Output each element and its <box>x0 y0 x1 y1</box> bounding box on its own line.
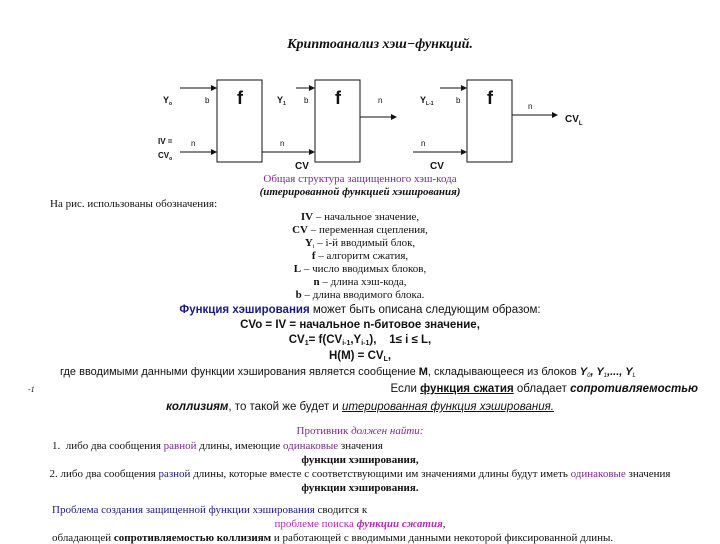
equation-3 <box>0 351 720 363</box>
legend-desc: – i-й вводимый блок, <box>314 237 416 249</box>
label-n: n <box>280 139 285 148</box>
paragraph-collision-cont <box>0 402 720 414</box>
label-y0: Y <box>163 95 170 105</box>
term-hash-function: Функция хэширования <box>179 304 310 316</box>
legend-term: L <box>293 263 302 275</box>
legend-item <box>0 277 720 288</box>
paragraph-message <box>60 367 685 378</box>
label-cvl-sub: L <box>578 121 583 127</box>
text: должен найти: <box>351 425 424 437</box>
problem-statement-2 <box>0 519 720 530</box>
label-b: b <box>304 96 309 105</box>
label-n: n <box>378 96 383 105</box>
text: , складывающееся из блоков <box>427 366 580 378</box>
equation-1: CVo = IV = начальное n-битовое значение, <box>240 319 480 331</box>
svg-text:CVo <box>158 151 172 162</box>
text: сводится к <box>314 504 368 516</box>
text: одинаковые <box>282 440 339 452</box>
text: 0 <box>587 372 591 379</box>
legend-term: f <box>311 250 316 262</box>
label-iv: IV = <box>158 137 173 146</box>
legend-desc: – длина вводимого блока. <box>301 289 425 301</box>
label-cv: CV <box>430 161 444 172</box>
legend-desc: – переменная сцепления, <box>307 224 428 236</box>
text: длины, которые вместе с соответствующими им значениями длины будут иметь <box>190 468 571 480</box>
label-cv0-sub: o <box>169 156 173 162</box>
hash-structure-diagram <box>0 0 720 172</box>
text: 2. либо два сообщения <box>49 468 159 480</box>
text: функция сжатия <box>420 383 514 395</box>
legend-desc: – число вводимых блоков, <box>301 263 427 275</box>
label-n: n <box>528 102 533 111</box>
text: Если <box>390 383 421 395</box>
diagram-caption: Общая структура защищенного хэш-кода <box>263 173 457 185</box>
eq-sub: L <box>383 356 388 364</box>
text: 1 <box>603 372 608 379</box>
eq-sub: i-1 <box>361 340 370 348</box>
eq-part: ,Y <box>350 334 362 346</box>
legend-term: CV <box>292 224 308 236</box>
text: функции сжатия <box>356 518 443 530</box>
text: M <box>418 366 428 378</box>
label-n: n <box>421 139 426 148</box>
legend-item <box>0 225 720 236</box>
legend-item <box>0 290 720 301</box>
legend-desc: – длина хэш-кода, <box>319 276 407 288</box>
legend-desc: – начальное значение, <box>313 211 420 223</box>
label-b: b <box>205 96 210 105</box>
eq-sub: i-1 <box>342 340 351 348</box>
hash-definition <box>0 305 720 317</box>
eq-sub: 1 <box>304 340 309 348</box>
text: коллизиям <box>166 401 229 413</box>
label-y1: Y <box>277 95 284 105</box>
text: значения <box>338 440 383 452</box>
block-label: f <box>487 88 493 108</box>
legend-term: n <box>313 276 320 288</box>
paragraph-collision <box>0 384 698 396</box>
eq-part: ), 1≤ i ≤ L, <box>369 334 432 346</box>
adversary-item-1 <box>52 441 383 452</box>
svg-text:Yo <box>163 95 172 107</box>
eq-part: H(M) = CV <box>328 350 384 362</box>
label-cv0: CV <box>158 151 170 160</box>
text: обладающей <box>52 532 114 544</box>
text: обладает <box>513 383 571 395</box>
legend-item <box>0 264 720 275</box>
text: сопротивляемостью <box>570 383 698 395</box>
text: , <box>442 518 446 530</box>
text: равной <box>163 440 197 452</box>
legend-term: Y <box>304 237 313 249</box>
label-cv: CV <box>295 161 309 172</box>
text: одинаковые <box>570 468 626 480</box>
text: где вводимыми данными функции хэширования является сообщение <box>60 366 419 378</box>
adversary-item-2-cont: функции хэширования. <box>301 482 419 494</box>
text: значения <box>625 468 671 480</box>
legend-item <box>0 251 720 262</box>
problem-statement <box>52 505 367 516</box>
text: итерированная функция хэширования. <box>342 401 554 413</box>
adversary-item-1-cont: функции хэширования, <box>301 454 419 466</box>
text: Проблема создания защищенной функции хэширования <box>52 504 315 516</box>
subscript-tail: -1 <box>28 385 35 394</box>
text: Y <box>579 366 588 378</box>
legend-item <box>0 238 720 249</box>
label-b: b <box>456 96 461 105</box>
label-yl-sub: L-1 <box>426 101 434 107</box>
text: сопротивляемостью коллизиям <box>113 532 272 544</box>
legend-term: b <box>295 289 302 301</box>
text: и работающей с вводимыми данными некоторой фиксированной длины. <box>271 532 614 544</box>
text: разной <box>158 468 191 480</box>
eq-part: CV <box>288 334 305 346</box>
legend-item <box>0 212 720 223</box>
svg-text:CVL <box>565 114 583 127</box>
label-y1-sub: 1 <box>283 101 286 107</box>
text: ,..., Y <box>607 366 633 378</box>
label-cvl: CV <box>565 114 579 125</box>
block-label: f <box>237 88 243 108</box>
legend-desc: – алгоритм сжатия, <box>315 250 409 262</box>
svg-text:YL-1 <box>420 95 434 107</box>
eq-part: = f(CV <box>308 334 343 346</box>
legend-term-sub: i <box>312 243 315 250</box>
diagram-subcaption: (итерированной функцией хэширования) <box>259 186 461 198</box>
legend-term: IV <box>300 211 314 223</box>
block-label: f <box>335 88 341 108</box>
text: , то такой же будет и <box>228 401 343 413</box>
label-y0-sub: o <box>169 101 173 107</box>
eq-part: , <box>387 350 392 362</box>
adversary-item-2 <box>0 469 720 480</box>
text: проблеме поиска <box>274 518 357 530</box>
label-yl: Y <box>420 95 427 105</box>
text: 1. либо два сообщения <box>52 440 164 452</box>
text: L <box>632 372 636 379</box>
text: , Y <box>590 366 604 378</box>
equation-2 <box>0 335 720 347</box>
problem-statement-3 <box>52 533 613 544</box>
legend-intro: На рис. использованы обозначения: <box>50 198 218 210</box>
svg-text:Y1 <box>277 95 286 107</box>
page-title: Криптоанализ хэш−функций. <box>287 37 473 52</box>
label-n: n <box>191 139 196 148</box>
adversary-heading <box>0 426 720 437</box>
text: может быть описана следующим образом: <box>309 304 541 316</box>
text: Противник <box>296 425 352 437</box>
text: длины, имеющие <box>196 440 283 452</box>
